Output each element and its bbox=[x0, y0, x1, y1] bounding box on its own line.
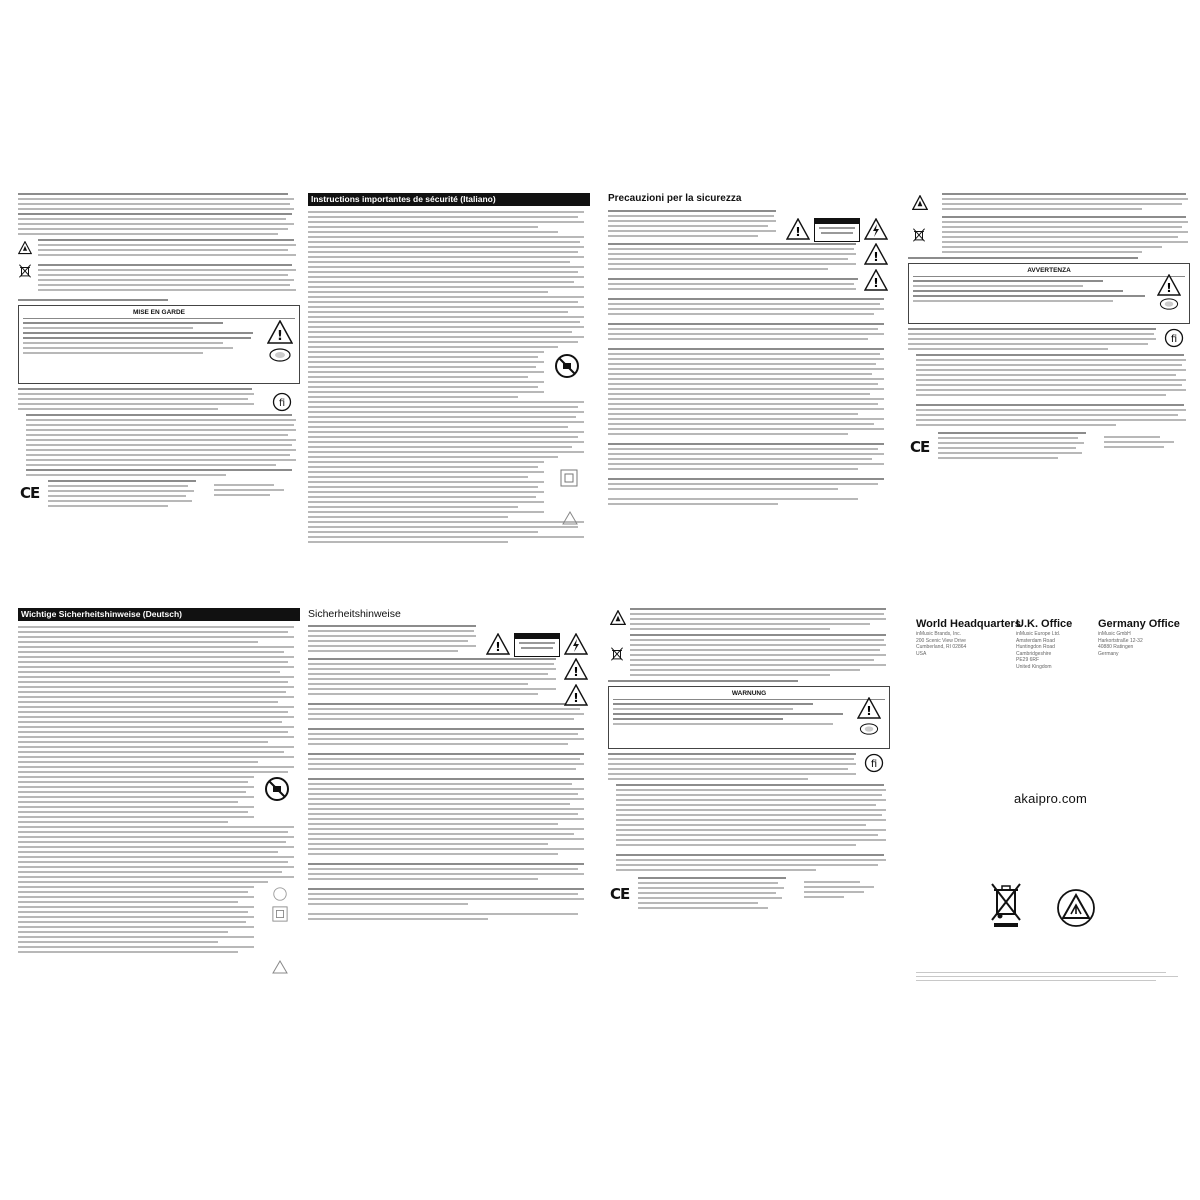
panel-italian-safety bbox=[308, 193, 590, 585]
battery-icon bbox=[859, 723, 879, 735]
office-address-line: PE29 6RF bbox=[1016, 657, 1040, 663]
office-address-line: 200 Scenic View Drive bbox=[916, 637, 966, 644]
panel-french-safety bbox=[18, 193, 300, 585]
esd-hand-icon bbox=[18, 241, 32, 255]
panel-italian-precautions bbox=[608, 193, 890, 585]
warning-box-title: WARNUNG bbox=[613, 690, 885, 700]
recycle-cert-icon bbox=[272, 392, 292, 412]
body-text-block bbox=[18, 193, 300, 235]
svg-text:fi: fi bbox=[278, 398, 286, 409]
warning-box-title: AVVERTENZA bbox=[913, 267, 1185, 277]
battery-icon bbox=[1159, 298, 1179, 310]
panel-italian-battery bbox=[908, 193, 1190, 585]
class-ii-icon bbox=[272, 906, 288, 922]
svg-text:!: ! bbox=[495, 640, 501, 654]
lightning-triangle-icon bbox=[272, 960, 288, 974]
rcm-mark-icon bbox=[1056, 888, 1096, 928]
office-address-line: inMusic GmbH bbox=[1098, 631, 1131, 637]
warning-box bbox=[18, 305, 300, 384]
panel-german-safety bbox=[18, 608, 300, 1006]
office-title: World Headquarters bbox=[916, 618, 1021, 630]
lightning-triangle-icon bbox=[864, 218, 888, 240]
panel-german-battery bbox=[608, 608, 890, 1006]
panel-offices bbox=[916, 618, 1186, 1006]
office-address-line: 40880 Ratingen bbox=[1098, 644, 1134, 650]
warning-box bbox=[608, 686, 890, 749]
office-germany bbox=[1098, 618, 1186, 657]
office-title: U.K. Office bbox=[1016, 618, 1073, 630]
office-world-headquarters bbox=[916, 618, 1021, 657]
panel-german-notes bbox=[308, 608, 590, 1006]
panel-heading: Instructions importantes de sécurité (Italiano) bbox=[308, 193, 590, 206]
warning-triangle-icon bbox=[786, 218, 810, 240]
warning-triangle-icon bbox=[486, 633, 510, 655]
battery-icon bbox=[269, 348, 291, 362]
warning-box bbox=[908, 263, 1190, 324]
crossed-bin-icon bbox=[912, 227, 926, 243]
office-address-line: Germany bbox=[1098, 650, 1119, 657]
website-link[interactable]: akaipro.com bbox=[1014, 791, 1088, 806]
warning-triangle-icon bbox=[1157, 274, 1181, 296]
svg-text:fi: fi bbox=[1170, 334, 1178, 345]
warning-triangle-icon bbox=[564, 658, 588, 680]
lightning-triangle-icon bbox=[564, 633, 588, 655]
panel-heading: Sicherheitshinweise bbox=[308, 608, 401, 620]
office-address-line: inMusic Europe Ltd. bbox=[1016, 631, 1061, 637]
office-address-line: Harkortstraße 12-32 bbox=[1098, 637, 1143, 644]
warning-triangle-icon bbox=[864, 269, 888, 291]
crossed-bin-icon bbox=[18, 263, 32, 279]
svg-text:fi: fi bbox=[870, 759, 878, 770]
crossed-bin-icon bbox=[988, 880, 1024, 928]
office-uk bbox=[1016, 618, 1092, 670]
svg-text:!: ! bbox=[573, 665, 579, 679]
office-address-line: Cumberland, RI 02864 bbox=[916, 644, 967, 650]
recycle-cert-icon bbox=[864, 753, 884, 773]
warning-triangle-icon bbox=[267, 320, 293, 344]
warning-triangle-icon bbox=[857, 697, 881, 719]
class-ii-icon bbox=[272, 886, 288, 902]
office-address-line: Huntingdon Road bbox=[1016, 644, 1055, 650]
ce-mark-icon: CE bbox=[20, 484, 40, 502]
caution-label-icon bbox=[514, 633, 560, 657]
panel-heading: Precauzioni per la sicurezza bbox=[608, 193, 742, 204]
office-address-line: Amsterdam Road bbox=[1016, 637, 1055, 644]
svg-text:!: ! bbox=[277, 329, 283, 344]
warning-triangle-icon bbox=[864, 243, 888, 265]
svg-text:!: ! bbox=[1166, 281, 1172, 295]
prohibition-icon bbox=[554, 353, 580, 379]
office-address-line: United Kingdom bbox=[1016, 663, 1052, 670]
svg-text:!: ! bbox=[873, 250, 879, 264]
office-address-line: USA bbox=[916, 650, 927, 657]
warning-box-title: MISE EN GARDE bbox=[23, 309, 295, 319]
class-ii-icon bbox=[560, 469, 578, 487]
ce-mark-icon: CE bbox=[910, 438, 930, 456]
warning-triangle-icon bbox=[564, 684, 588, 706]
trademark-footnote bbox=[916, 972, 1186, 984]
esd-hand-icon bbox=[912, 195, 928, 211]
recycle-cert-icon bbox=[1164, 328, 1184, 348]
svg-text:!: ! bbox=[866, 704, 872, 718]
office-address-line: Cambridgeshire bbox=[1016, 650, 1052, 657]
svg-text:!: ! bbox=[873, 276, 879, 290]
svg-text:!: ! bbox=[795, 225, 801, 239]
office-title: Germany Office bbox=[1098, 618, 1180, 630]
prohibition-icon bbox=[264, 776, 290, 802]
caution-label-icon bbox=[814, 218, 860, 242]
lightning-triangle-icon bbox=[562, 511, 578, 525]
crossed-bin-icon bbox=[610, 646, 624, 662]
office-address-line: inMusic Brands, Inc. bbox=[916, 631, 962, 637]
panel-heading: Wichtige Sicherheitshinweise (Deutsch) bbox=[18, 608, 300, 621]
esd-hand-icon bbox=[610, 610, 626, 626]
ce-mark-icon: CE bbox=[610, 885, 630, 903]
svg-text:!: ! bbox=[573, 691, 579, 705]
